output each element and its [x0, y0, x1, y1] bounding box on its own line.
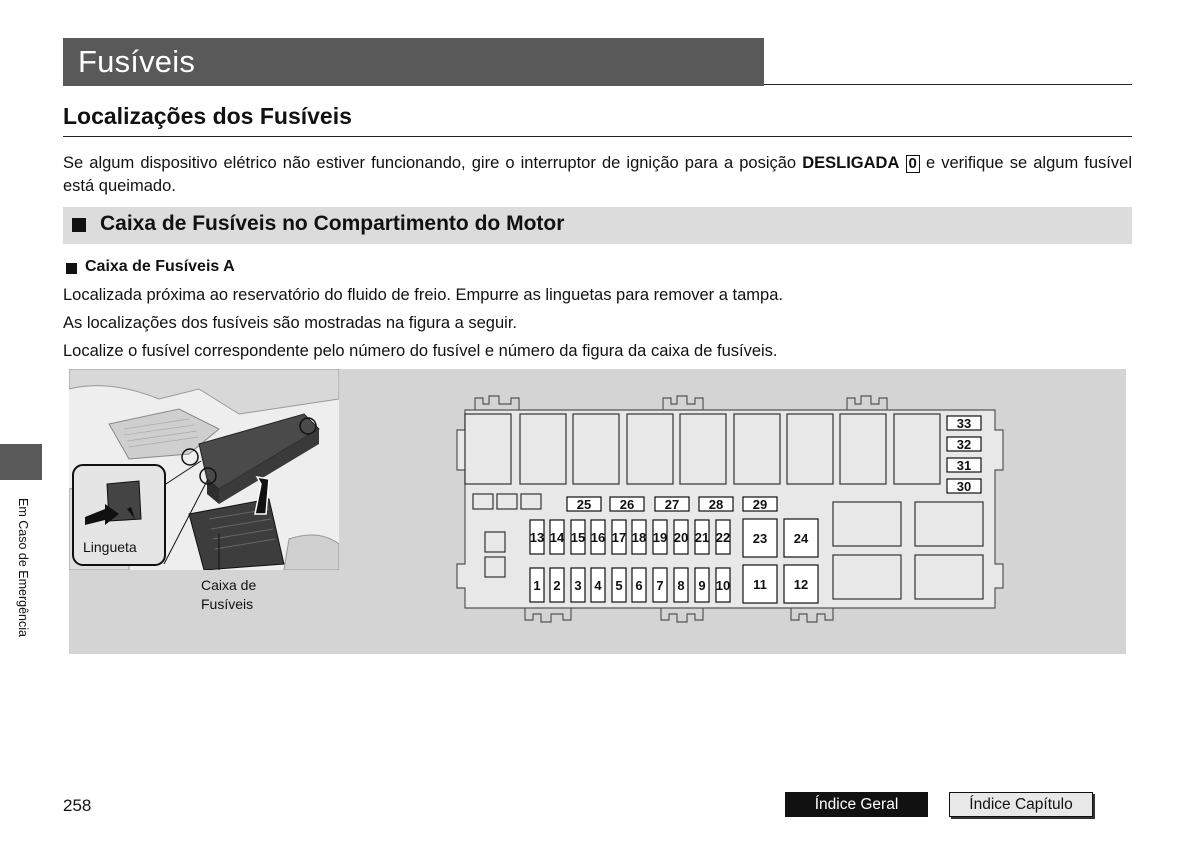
fusebox-a-line-1: Localizada próxima ao reservatório do fluido de freio. Empurre as linguetas para remover a tampa. — [63, 286, 783, 304]
fuse-31-label: 31 — [956, 458, 972, 473]
fuse-29-label: 29 — [752, 497, 768, 512]
fuse-18-label: 18 — [631, 530, 647, 545]
intro-paragraph — [63, 152, 1132, 198]
fuse-19-label: 19 — [652, 530, 668, 545]
chapter-label: Em Caso de Emergência — [16, 498, 30, 637]
intro-bold: DESLIGADA — [802, 154, 900, 172]
fuse-2-label: 2 — [553, 578, 561, 593]
intro-text-2: e verifique se algum fusível está queimado. — [63, 154, 1132, 195]
fuse-7-label: 7 — [656, 578, 664, 593]
fuse-21-label: 21 — [694, 530, 710, 545]
fuse-25-label: 25 — [576, 497, 592, 512]
intro-text-1: Se algum dispositivo elétrico não estiver funcionando, gire o interruptor de ignição para a posição — [63, 154, 803, 172]
fuse-14-label: 14 — [549, 530, 565, 545]
page-title: Fusíveis — [78, 44, 196, 79]
fuse-16-label: 16 — [590, 530, 606, 545]
fuse-22-label: 22 — [715, 530, 731, 545]
fusebox-label-line-1: Caixa de — [201, 577, 257, 593]
fusebox-label — [201, 576, 256, 614]
fuse-layout-diagram — [455, 392, 1010, 627]
fuse-5-label: 5 — [615, 578, 623, 593]
section-rule — [63, 136, 1132, 137]
fuse-15-label: 15 — [570, 530, 586, 545]
fuse-26-label: 26 — [619, 497, 635, 512]
fuse-23-label: 23 — [752, 531, 768, 546]
fuse-1-label: 1 — [533, 578, 541, 593]
fusebox-a-line-2: As localizações dos fusíveis são mostradas na figura a seguir. — [63, 314, 517, 332]
fusebox-label-line-2: Fusíveis — [201, 596, 254, 612]
fuse-28-label: 28 — [708, 497, 724, 512]
fuse-32-label: 32 — [956, 437, 972, 452]
fuse-4-label: 4 — [594, 578, 602, 593]
fuse-12-label: 12 — [793, 577, 809, 592]
fuse-33-label: 33 — [956, 416, 972, 431]
fusebox-a-line-3: Localize o fusível correspondente pelo número do fusível e número da figura da caixa de fusíveis. — [63, 342, 778, 360]
square-bullet-icon — [66, 263, 77, 274]
fuse-20-label: 20 — [673, 530, 689, 545]
fuse-10-label: 10 — [715, 578, 731, 593]
fuse-13-label: 13 — [529, 530, 545, 545]
page-number: 258 — [63, 796, 92, 815]
fuse-11-label: 11 — [753, 577, 767, 592]
fuse-27-label: 27 — [664, 497, 680, 512]
fusebox-a-title: Caixa de Fusíveis A — [85, 258, 235, 275]
fuse-6-label: 6 — [635, 578, 643, 593]
title-rule — [764, 84, 1132, 85]
fuse-8-label: 8 — [677, 578, 685, 593]
index-chapter-button[interactable]: Índice Capítulo — [949, 792, 1093, 817]
fuse-9-label: 9 — [698, 578, 706, 593]
square-bullet-icon — [72, 218, 86, 232]
subsection-title: Caixa de Fusíveis no Compartimento do Motor — [100, 212, 565, 235]
ignition-position-badge: 0 — [906, 155, 920, 173]
chapter-tab — [0, 444, 42, 480]
fuse-30-label: 30 — [956, 479, 972, 494]
fuse-17-label: 17 — [611, 530, 627, 545]
fuse-24-label: 24 — [793, 531, 809, 546]
fuse-3-label: 3 — [574, 578, 582, 593]
index-general-button[interactable]: Índice Geral — [785, 792, 928, 817]
tab-label: Lingueta — [83, 539, 137, 555]
section-title: Localizações dos Fusíveis — [63, 103, 352, 129]
